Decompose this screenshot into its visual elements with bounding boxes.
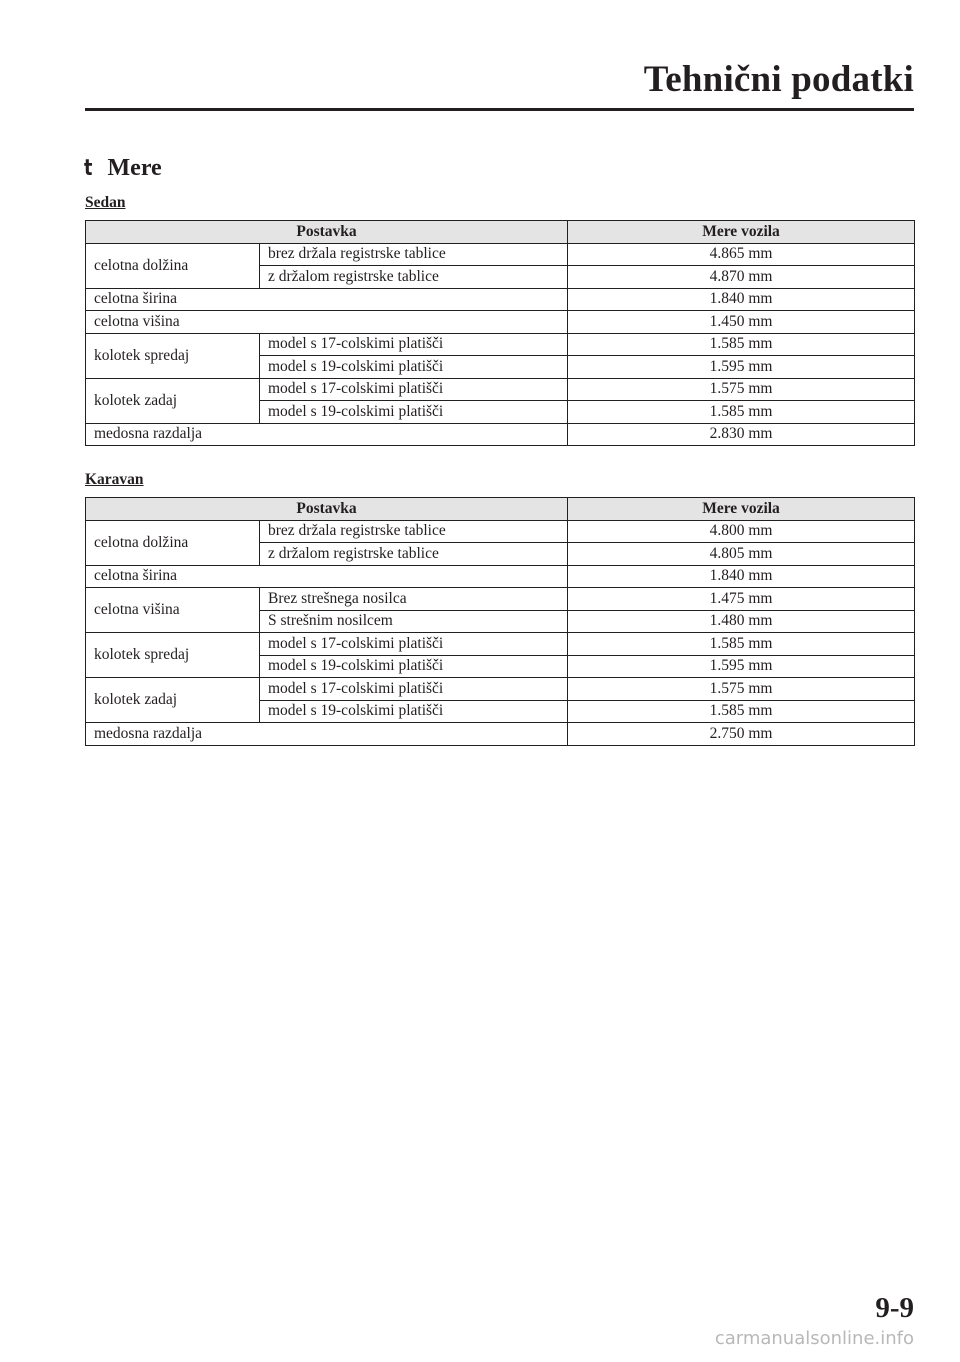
- row-value: 1.585 mm: [568, 700, 915, 723]
- row-sublabel: z držalom registrske tablice: [260, 543, 568, 566]
- table-row: [86, 520, 915, 543]
- row-sublabel: model s 17-colskimi platišči: [260, 633, 568, 656]
- row-value: 1.585 mm: [568, 333, 915, 356]
- row-sublabel: brez držala registrske tablice: [260, 243, 568, 266]
- table-row: [86, 243, 915, 266]
- table-row: [86, 723, 915, 746]
- row-value: 2.830 mm: [568, 423, 915, 446]
- row-label: celotna širina: [86, 288, 568, 311]
- row-value: 1.575 mm: [568, 378, 915, 401]
- watermark: carmanualsonline.info: [714, 1328, 914, 1349]
- row-label: celotna širina: [86, 565, 568, 588]
- table-header-row: [86, 221, 915, 244]
- row-value: 1.475 mm: [568, 588, 915, 611]
- sedan-heading: Sedan: [85, 194, 126, 211]
- row-label: celotna dolžina: [86, 243, 260, 288]
- header-rule: [85, 108, 914, 111]
- row-sublabel: model s 19-colskimi platišči: [260, 356, 568, 379]
- row-value: 4.865 mm: [568, 243, 915, 266]
- row-value: 1.480 mm: [568, 610, 915, 633]
- sedan-table: [85, 220, 915, 446]
- row-label: celotna višina: [86, 311, 568, 334]
- row-sublabel: Brez strešnega nosilca: [260, 588, 568, 611]
- row-label: kolotek spredaj: [86, 633, 260, 678]
- row-sublabel: model s 19-colskimi platišči: [260, 655, 568, 678]
- row-label: medosna razdalja: [86, 723, 568, 746]
- table-row: [86, 565, 915, 588]
- karavan-table: [85, 497, 915, 746]
- table-row: [86, 378, 915, 401]
- row-value: 1.595 mm: [568, 356, 915, 379]
- row-value: 1.595 mm: [568, 655, 915, 678]
- table-row: [86, 288, 915, 311]
- row-sublabel: S strešnim nosilcem: [260, 610, 568, 633]
- row-value: 2.750 mm: [568, 723, 915, 746]
- row-sublabel: model s 17-colskimi platišči: [260, 333, 568, 356]
- row-sublabel: model s 17-colskimi platišči: [260, 378, 568, 401]
- row-sublabel: z držalom registrske tablice: [260, 266, 568, 289]
- karavan-heading: Karavan: [85, 471, 144, 488]
- row-label: kolotek spredaj: [86, 333, 260, 378]
- row-label: celotna višina: [86, 588, 260, 633]
- table-row: [86, 333, 915, 356]
- table-header-row: [86, 498, 915, 521]
- row-value: 1.840 mm: [568, 565, 915, 588]
- table-row: [86, 423, 915, 446]
- table-row: [86, 588, 915, 611]
- table-row: [86, 633, 915, 656]
- row-label: kolotek zadaj: [86, 678, 260, 723]
- row-sublabel: model s 19-colskimi platišči: [260, 700, 568, 723]
- col-header-value: Mere vozila: [568, 221, 915, 244]
- table-row: [86, 678, 915, 701]
- page-number: 9-9: [875, 1292, 914, 1324]
- section-marker-icon: t: [84, 156, 93, 181]
- row-value: 1.575 mm: [568, 678, 915, 701]
- row-label: medosna razdalja: [86, 423, 568, 446]
- row-value: 1.585 mm: [568, 401, 915, 424]
- row-label: kolotek zadaj: [86, 378, 260, 423]
- row-value: 1.585 mm: [568, 633, 915, 656]
- row-label: celotna dolžina: [86, 520, 260, 565]
- table-row: [86, 311, 915, 334]
- col-header-item: Postavka: [86, 221, 568, 244]
- chapter-title: Tehnični podatki: [643, 59, 914, 100]
- row-value: 1.840 mm: [568, 288, 915, 311]
- row-value: 4.800 mm: [568, 520, 915, 543]
- row-sublabel: brez držala registrske tablice: [260, 520, 568, 543]
- row-sublabel: model s 19-colskimi platišči: [260, 401, 568, 424]
- row-value: 1.450 mm: [568, 311, 915, 334]
- section-title: Mere: [107, 155, 162, 181]
- row-sublabel: model s 17-colskimi platišči: [260, 678, 568, 701]
- section-heading: [83, 155, 162, 182]
- col-header-value: Mere vozila: [568, 498, 915, 521]
- row-value: 4.870 mm: [568, 266, 915, 289]
- row-value: 4.805 mm: [568, 543, 915, 566]
- col-header-item: Postavka: [86, 498, 568, 521]
